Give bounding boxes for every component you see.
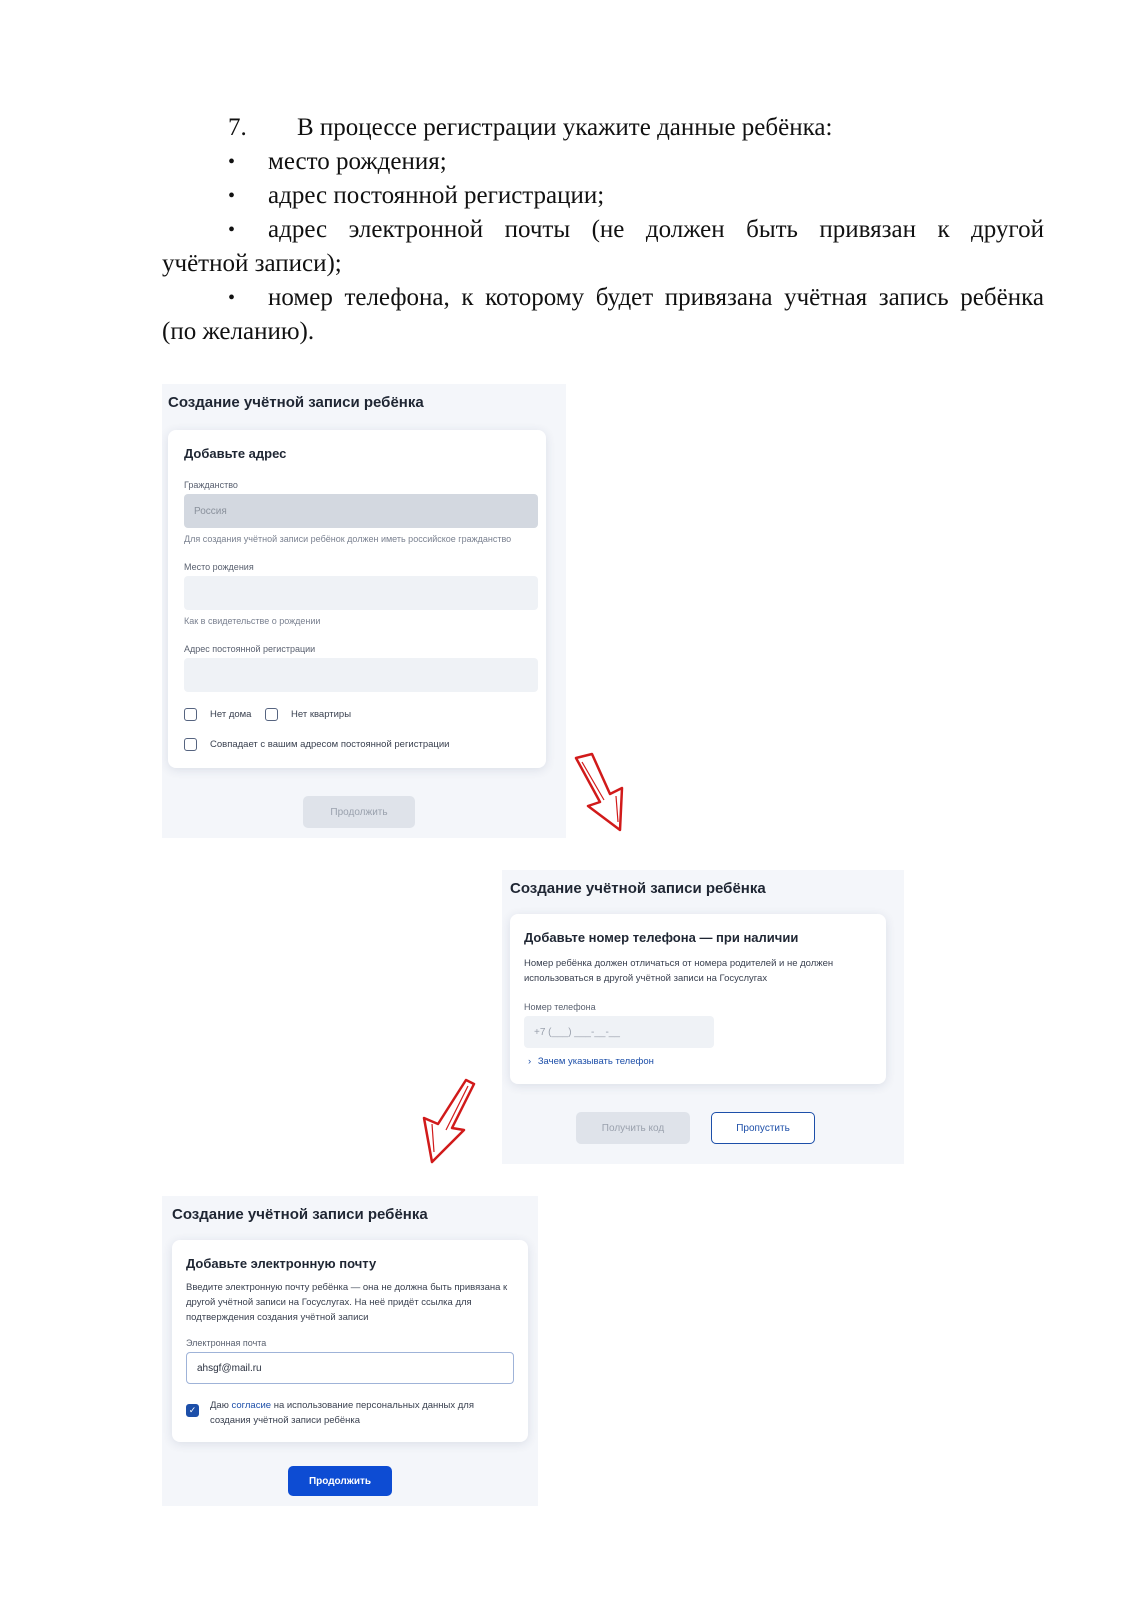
address-screenshot — [162, 384, 566, 838]
word: к — [937, 216, 950, 243]
bullet-mark: • — [228, 287, 236, 309]
word: которому — [485, 284, 585, 311]
bullet-phone — [268, 282, 1044, 314]
email-screenshot — [162, 1196, 538, 1506]
card-title: Добавьте номер телефона — при наличии — [524, 930, 799, 945]
word: должен — [645, 216, 725, 243]
word: привязан — [819, 216, 916, 243]
no-flat-label: Нет квартиры — [291, 709, 352, 720]
citizenship-label: Гражданство — [184, 480, 238, 490]
word: быть — [746, 216, 798, 243]
phone-screenshot — [502, 870, 904, 1164]
consent-line2: создания учётной записи ребёнка — [210, 1415, 361, 1426]
check-icon: ✓ — [188, 1405, 197, 1415]
bullet-phone-continuation: (по желанию). — [162, 318, 315, 345]
email-card — [172, 1240, 528, 1442]
word: учётная — [784, 284, 868, 311]
no-flat-checkbox[interactable] — [265, 708, 278, 721]
page-title: Создание учётной записи ребёнка — [168, 394, 424, 411]
phone-placeholder: +7 (___) ___-__-__ — [534, 1026, 620, 1038]
email-value: ahsgf@mail.ru — [197, 1362, 262, 1374]
word: адрес — [268, 216, 328, 243]
bullet-mark: • — [228, 219, 236, 241]
desc-line: другой учётной записи на Госуслугах. На неё придёт ссылка для — [186, 1297, 472, 1308]
same-address-checkbox[interactable] — [184, 738, 197, 751]
continue-button[interactable]: Продолжить — [303, 796, 415, 828]
why-phone-text: Зачем указывать телефон — [537, 1056, 654, 1067]
word: электронной — [348, 216, 484, 243]
chevron-right-icon: › — [528, 1056, 532, 1067]
bullet-email — [268, 214, 1044, 246]
page-title: Создание учётной записи ребёнка — [510, 880, 766, 897]
get-code-button[interactable]: Получить код — [576, 1112, 690, 1144]
bullet-email-continuation: учётной записи); — [162, 250, 342, 277]
word: запись — [878, 284, 949, 311]
word: (не — [591, 216, 625, 243]
phone-input[interactable] — [524, 1016, 714, 1048]
phone-card — [510, 914, 886, 1084]
why-phone-link[interactable] — [528, 1056, 654, 1067]
word: к — [461, 284, 474, 311]
arrow-down-left-icon — [410, 1076, 482, 1166]
word: номер — [268, 284, 333, 311]
phone-label: Номер телефона — [524, 1002, 596, 1012]
card-title: Добавьте электронную почту — [186, 1256, 377, 1271]
bullet-mark: • — [228, 151, 236, 173]
skip-button[interactable]: Пропустить — [711, 1112, 815, 1144]
email-description — [186, 1280, 520, 1325]
consent-checkbox[interactable] — [186, 1404, 199, 1417]
bullet-address: адрес постоянной регистрации; — [268, 182, 605, 209]
no-house-checkbox[interactable] — [184, 708, 197, 721]
birthplace-hint: Как в свидетельстве о рождении — [184, 616, 321, 626]
address-label: Адрес постоянной регистрации — [184, 644, 316, 654]
address-input[interactable] — [184, 658, 538, 692]
consent-prefix: Даю — [210, 1400, 229, 1411]
word: ребёнка — [960, 284, 1044, 311]
word: другой — [971, 216, 1044, 243]
citizenship-hint: Для создания учётной записи ребёнок должен иметь российское гражданство — [184, 534, 512, 544]
step-heading — [228, 112, 832, 144]
step-number: 7. — [228, 114, 247, 141]
email-label: Электронная почта — [186, 1338, 267, 1348]
consent-rest: на использование персональных данных для — [273, 1400, 474, 1411]
desc-line: подтверждения создания учётной записи — [186, 1312, 369, 1323]
word: телефона, — [344, 284, 450, 311]
word: почты — [504, 216, 571, 243]
birthplace-label: Место рождения — [184, 562, 254, 572]
same-address-label: Совпадает с вашим адресом постоянной регистрации — [210, 739, 450, 750]
address-card — [168, 430, 546, 768]
consent-text — [210, 1398, 510, 1428]
birthplace-input[interactable] — [184, 576, 538, 610]
word: будет — [595, 284, 654, 311]
card-title: Добавьте адрес — [184, 446, 287, 461]
citizenship-field — [184, 494, 538, 528]
desc-line: Введите электронную почту ребёнка — она не должна быть привязана к — [186, 1282, 508, 1293]
arrow-down-right-icon — [570, 752, 640, 836]
phone-description — [524, 956, 874, 986]
desc-line: Номер ребёнка должен отличаться от номера родителей и не должен — [524, 958, 834, 969]
consent-link[interactable]: согласие — [231, 1400, 272, 1411]
bullet-birthplace: место рождения; — [268, 148, 447, 175]
bullet-mark: • — [228, 185, 236, 207]
desc-line: использоваться в другой учётной записи на Госуслугах — [524, 973, 768, 984]
step-text: В процессе регистрации укажите данные ребёнка: — [297, 114, 833, 141]
email-input[interactable] — [186, 1352, 514, 1384]
word: привязана — [664, 284, 773, 311]
citizenship-value: Россия — [194, 505, 227, 517]
page-title: Создание учётной записи ребёнка — [172, 1206, 428, 1223]
continue-button[interactable]: Продолжить — [288, 1466, 392, 1496]
no-house-label: Нет дома — [210, 709, 252, 720]
